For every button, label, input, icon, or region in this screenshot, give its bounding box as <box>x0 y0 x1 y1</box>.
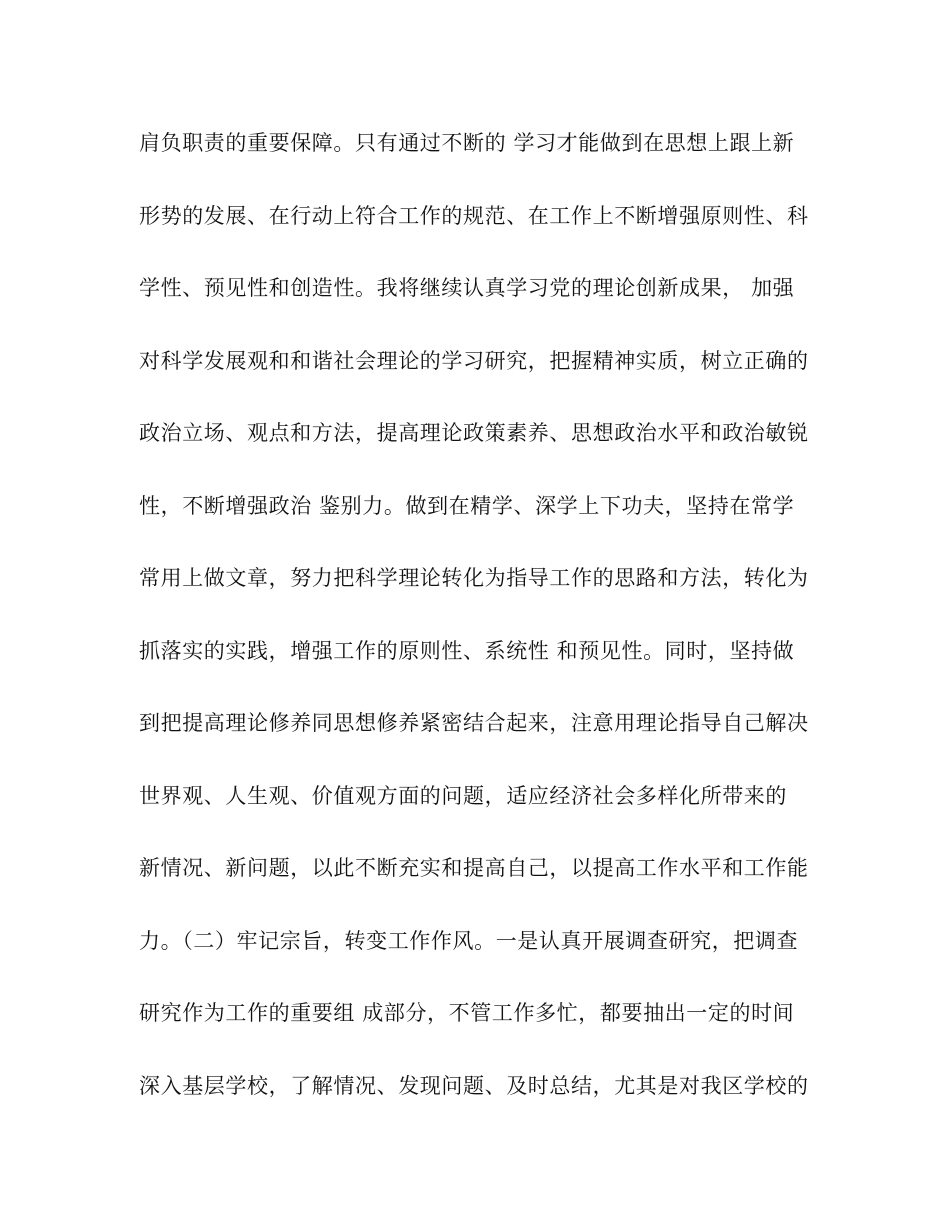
text-line: 常用上做文章，努力把科学理论转化为指导工作的思路和方法，转化为 <box>139 566 809 590</box>
text-line: 性，不断增强政治 鉴别力。做到在精学、深学上下功夫，坚持在常学 <box>139 493 795 518</box>
text-line: 到把提高理论修养同思想修养紧密结合起来，注意用理论指导自己解决 <box>139 711 809 735</box>
text-line: 学性、预见性和创造性。我将继续认真学习党的理论创新成果， 加强 <box>139 276 795 300</box>
text-line: 肩负职责的重要保障。只有通过不断的 学习才能做到在思想上跟上新 <box>139 131 795 155</box>
text-line: 对科学发展观和和谐社会理论的学习研究，把握精神实质，树立正确的 <box>139 348 809 373</box>
text-line: 力。（二）牢记宗旨，转变工作作风。一是认真开展调查研究，把调查 <box>139 928 799 953</box>
text-line: 研究作为工作的重要组 成部分，不管工作多忙，都要抽出一定的时间 <box>139 1001 795 1025</box>
text-line: 世界观、人生观、价值观方面的问题，适应经济社会多样化所带来的 <box>139 783 787 808</box>
text-line: 深入基层学校，了解情况、发现问题、及时总结，尤其是对我区学校的 <box>139 1073 809 1098</box>
text-line: 政治立场、观点和方法，提高理论政策素养、思想政治水平和政治敏锐 <box>139 421 809 445</box>
text-line: 新情况、新问题，以此不断充实和提高自己，以提高工作水平和工作能 <box>139 856 809 880</box>
text-line: 抓落实的实践，增强工作的原则性、系统性 和预见性。同时，坚持做 <box>139 638 795 663</box>
text-line: 形势的发展、在行动上符合工作的规范、在工作上不断增强原则性、科 <box>139 203 809 228</box>
body-text <box>139 122 829 1137</box>
